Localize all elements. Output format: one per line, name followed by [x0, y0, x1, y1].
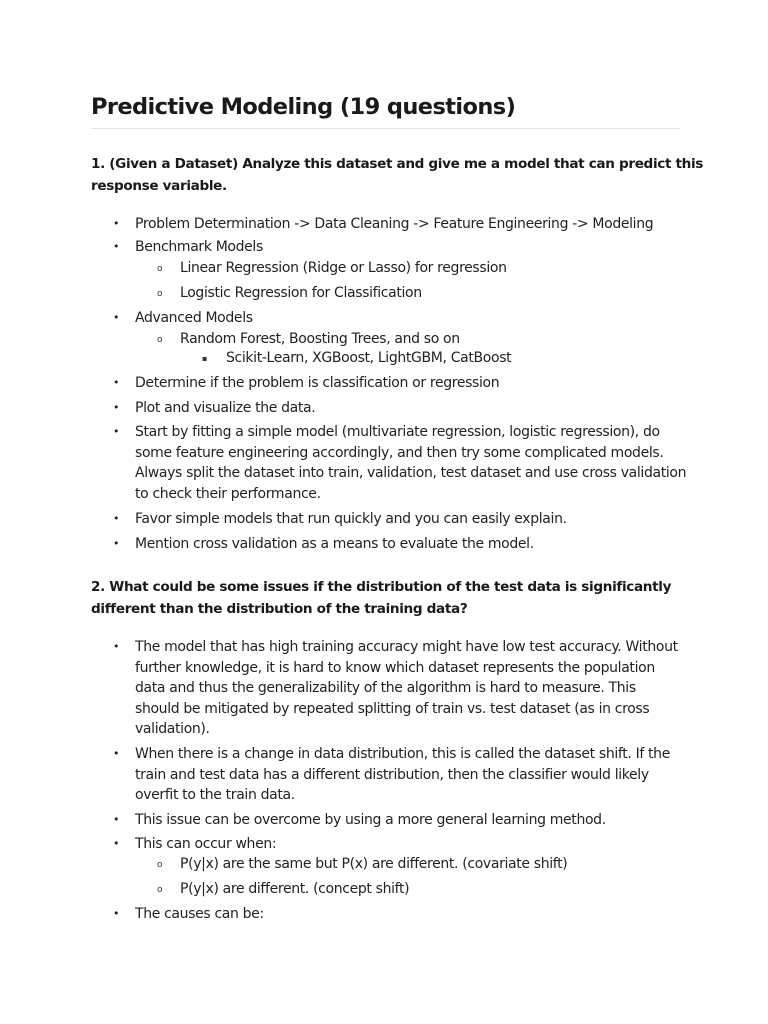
page-title: Predictive Modeling (19 questions): [91, 94, 516, 120]
list-item: Mention cross validation as a means to evaluate the model.: [135, 536, 534, 552]
list-item: Advanced Models: [135, 310, 253, 326]
list-bullet: •: [113, 907, 120, 920]
list-item: This issue can be overcome by using a more general learning method.: [135, 812, 606, 828]
sub-list-item: Linear Regression (Ridge or Lasso) for regression: [180, 260, 507, 276]
sub-list-item: Logistic Regression for Classification: [180, 285, 422, 301]
list-bullet: •: [113, 512, 120, 525]
list-bullet: •: [113, 401, 120, 414]
question-1-line: 1. (Given a Dataset) Analyze this dataset and give me a model that can predict this: [91, 156, 704, 172]
sub-list-bullet: o: [157, 885, 163, 895]
title-divider: [91, 128, 680, 129]
question-2-heading: [91, 576, 681, 620]
sub-list-bullet: o: [157, 264, 163, 274]
list-bullet: •: [113, 240, 120, 253]
question-1-line: response variable.: [91, 178, 227, 194]
list-item: Determine if the problem is classification or regression: [135, 375, 500, 391]
list-bullet: •: [113, 837, 120, 850]
sub-sub-list-bullet: ▪: [202, 354, 208, 363]
list-item: Plot and visualize the data.: [135, 400, 316, 416]
list-item: This can occur when:: [135, 836, 277, 852]
list-bullet: •: [113, 425, 120, 438]
sub-list-bullet: o: [157, 860, 163, 870]
list-bullet: •: [113, 537, 120, 550]
list-item: Favor simple models that run quickly and you can easily explain.: [135, 511, 567, 527]
question-1-heading: [91, 153, 704, 197]
list-item: Benchmark Models: [135, 239, 263, 255]
list-item: The causes can be:: [135, 906, 264, 922]
sub-sub-list-item: Scikit-Learn, XGBoost, LightGBM, CatBoost: [226, 350, 512, 366]
sub-list-item: Random Forest, Boosting Trees, and so on: [180, 331, 460, 347]
list-bullet: •: [113, 376, 120, 389]
list-bullet: •: [113, 217, 120, 230]
question-2-line: different than the distribution of the training data?: [91, 601, 468, 617]
sub-list-item: P(y|x) are different. (concept shift): [180, 881, 410, 897]
list-bullet: •: [113, 640, 120, 653]
list-item: Problem Determination -> Data Cleaning -> Feature Engineering -> Modeling: [135, 216, 654, 232]
list-item: Start by fitting a simple model (multivariate regression, logistic regression), do some feature engineering accordingly, and then try some complicated models. Always split the dataset into train, validation, test dataset and use cross validation to check their performance.: [135, 424, 687, 502]
sub-list-bullet: o: [157, 335, 163, 345]
question-2-line: 2. What could be some issues if the distribution of the test data is significantly: [91, 579, 672, 595]
list-bullet: •: [113, 311, 120, 324]
list-item: The model that has high training accuracy might have low test accuracy. Without further knowledge, it is hard to know which dataset represents the population data and thus the generalizability of the algorithm is hard to measure. This should be mitigated by repeated splitting of train vs. test dataset (as in cross validation).: [135, 639, 678, 738]
list-bullet: •: [113, 747, 120, 760]
sub-list-bullet: o: [157, 289, 163, 299]
list-bullet: •: [113, 813, 120, 826]
sub-list-item: P(y|x) are the same but P(x) are different. (covariate shift): [180, 856, 568, 872]
list-item: When there is a change in data distribution, this is called the dataset shift. If the train and test data has a different distribution, then the classifier would likely overfit to the train data.: [135, 746, 670, 804]
